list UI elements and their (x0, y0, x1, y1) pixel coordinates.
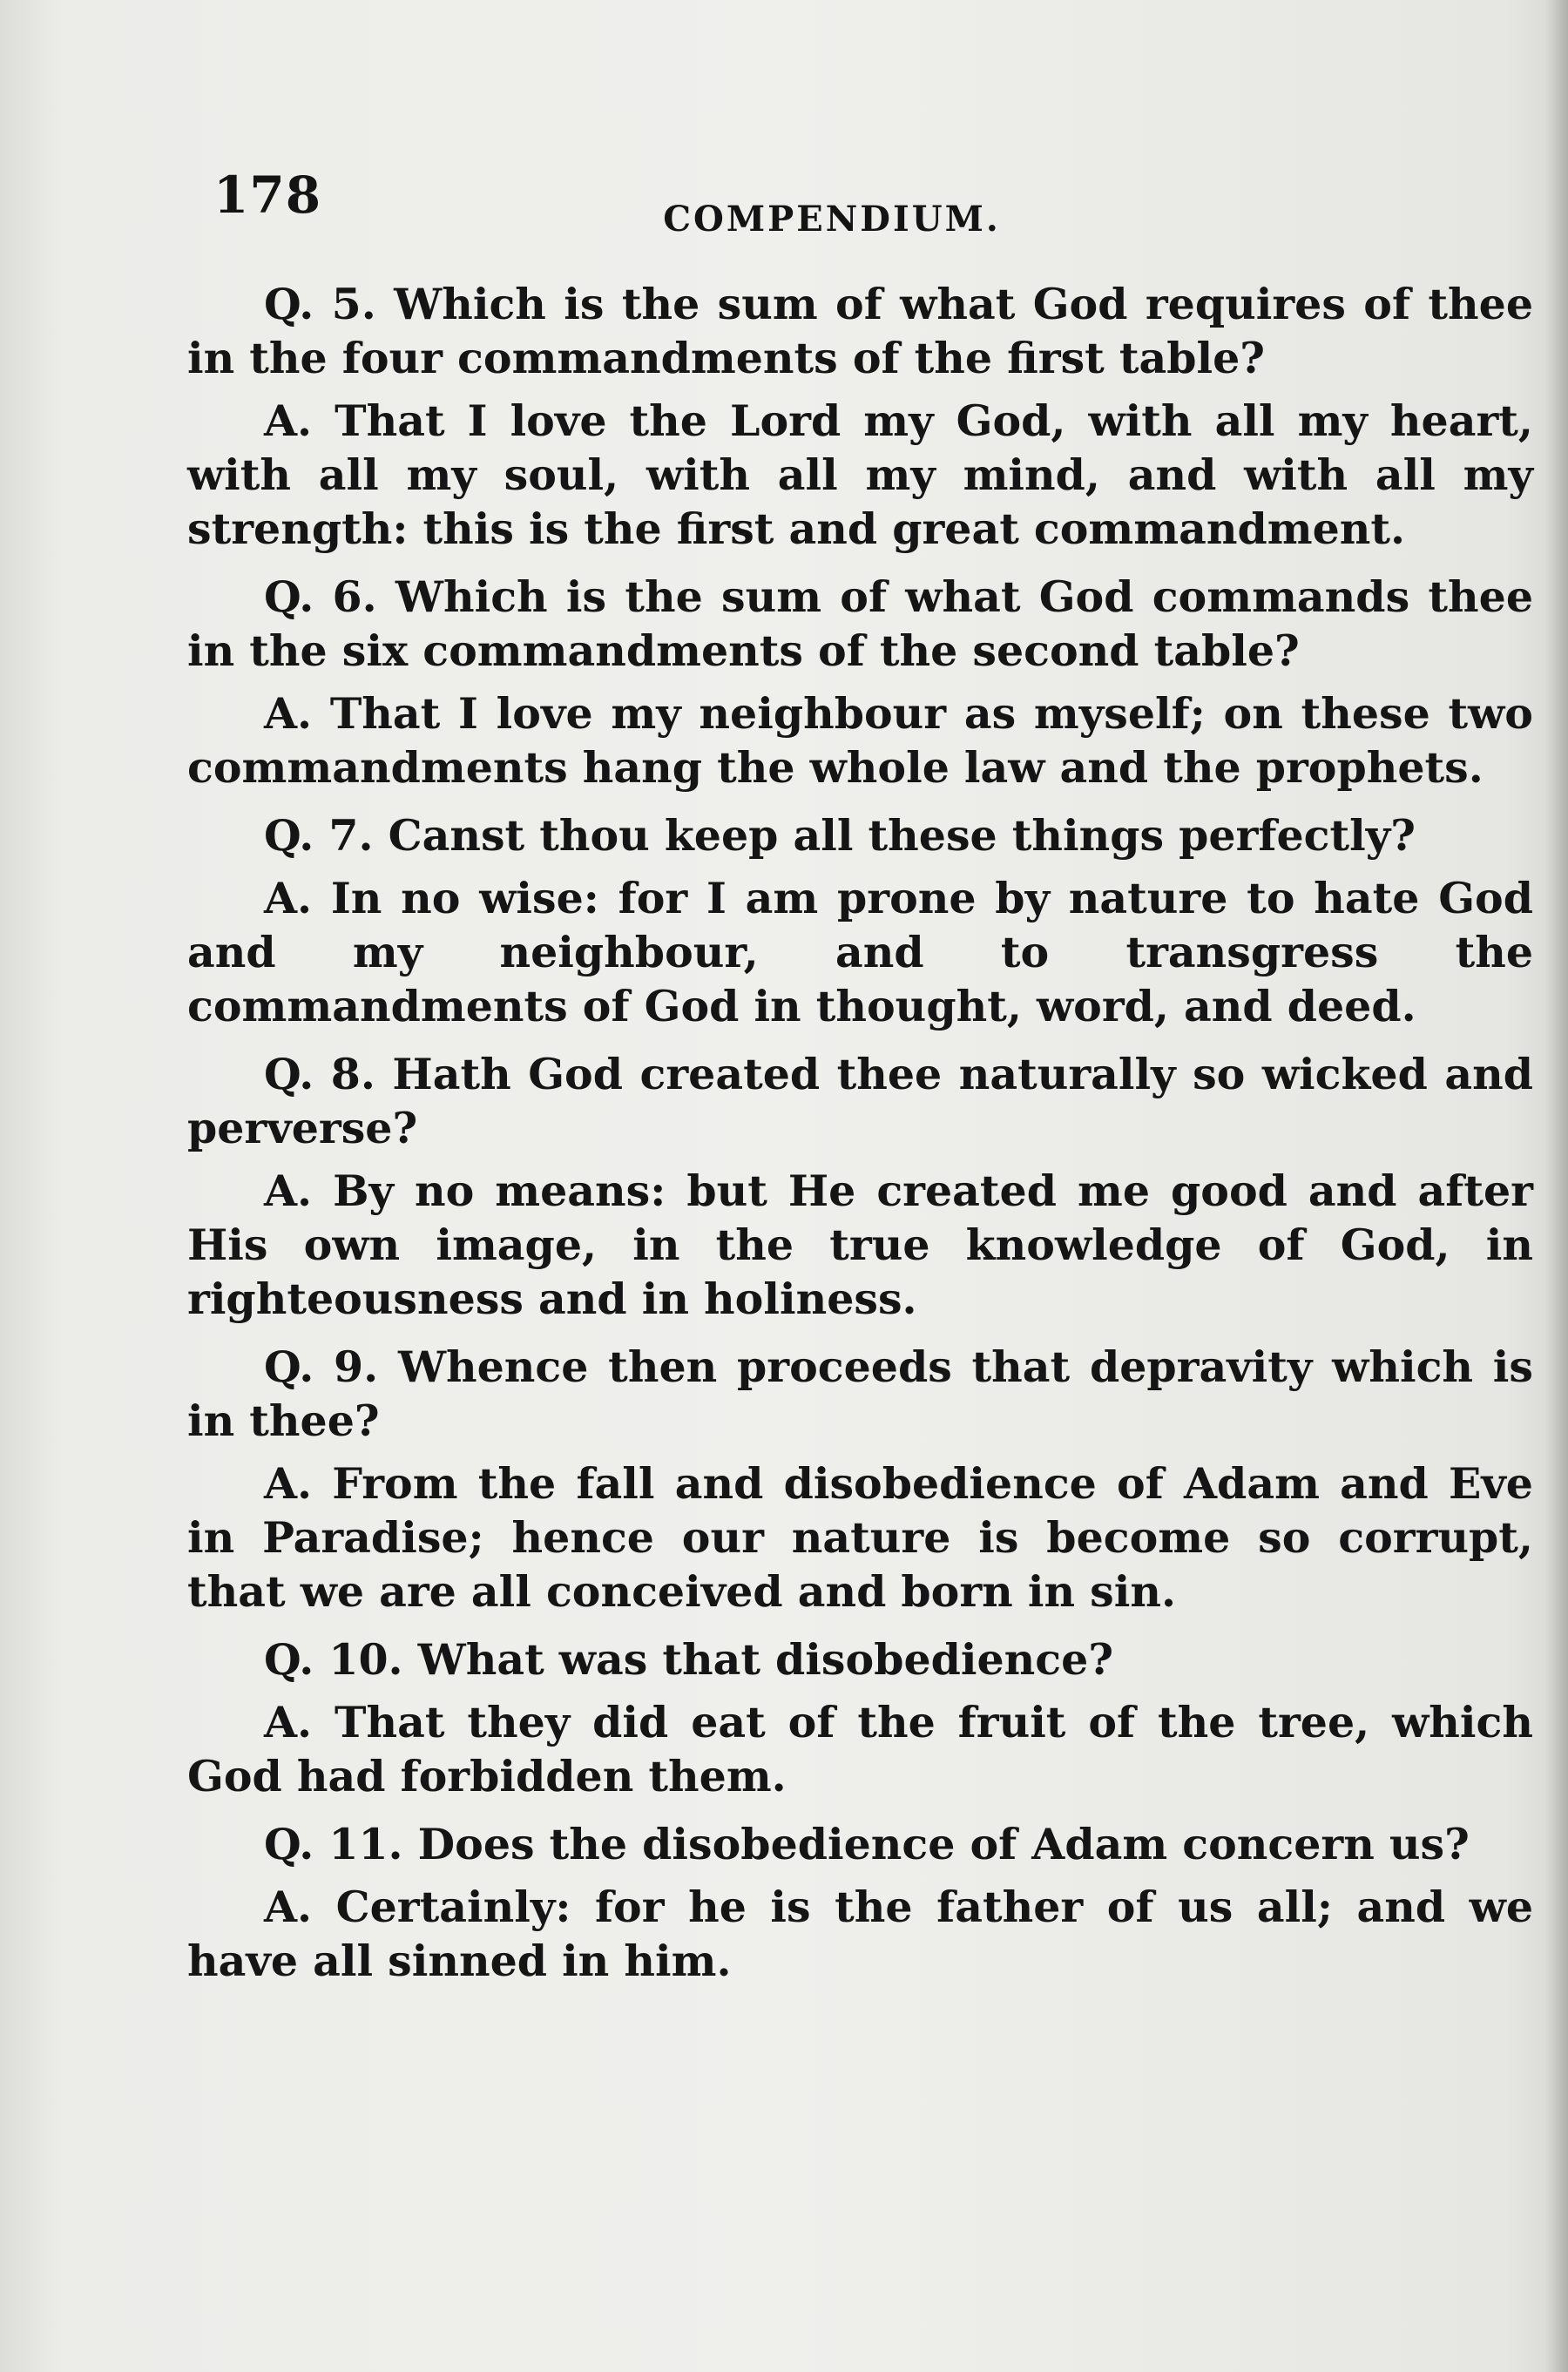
question-10: Q. 10. What was that disobedience? (264, 1634, 1114, 1685)
answer-8: A. By no means: but He created me good and after His own image, in the true knowledge of God, in righteousness and in holiness. (187, 1166, 1533, 1324)
answer-5: A. That I love the Lord my God, with all my heart, with all my soul, with all my mind, and with all my strength: this is the first and great commandment. (187, 395, 1533, 554)
answer-11: A. Certainly: for he is the father of us all; and we have all sinned in him. (187, 1882, 1533, 1986)
question-8: Q. 8. Hath God created thee naturally so wicked and perverse? (187, 1049, 1533, 1153)
question-6: Q. 6. Which is the sum of what God commands thee in the six commandments of the second table? (187, 571, 1533, 676)
running-head: COMPENDIUM. (663, 199, 1001, 240)
question-5: Q. 5. Which is the sum of what God requires of thee in the four commandments of the first table? (187, 279, 1533, 383)
page-edge-shadow (1545, 0, 1568, 2372)
answer-10: A. That they did eat of the fruit of the tree, which God had forbidden them. (187, 1697, 1533, 1801)
question-9: Q. 9. Whence then proceeds that depravity which is in thee? (187, 1341, 1533, 1446)
answer-9: A. From the fall and disobedience of Adam and Eve in Paradise; hence our nature is become so corrupt, that we are all conceived and born in sin. (187, 1458, 1533, 1617)
answer-6: A. That I love my neighbour as myself; on these two commandments hang the whole law and the prophets. (187, 688, 1533, 793)
question-7: Q. 7. Canst thou keep all these things perfectly? (264, 810, 1416, 861)
catechism-text (187, 277, 1533, 2002)
question-11: Q. 11. Does the disobedience of Adam concern us? (264, 1819, 1470, 1869)
answer-7: A. In no wise: for I am prone by nature to hate God and my neighbour, and to transgress the commandments of God in thought, word, and deed. (187, 873, 1533, 1031)
page-number: 178 (213, 166, 322, 225)
